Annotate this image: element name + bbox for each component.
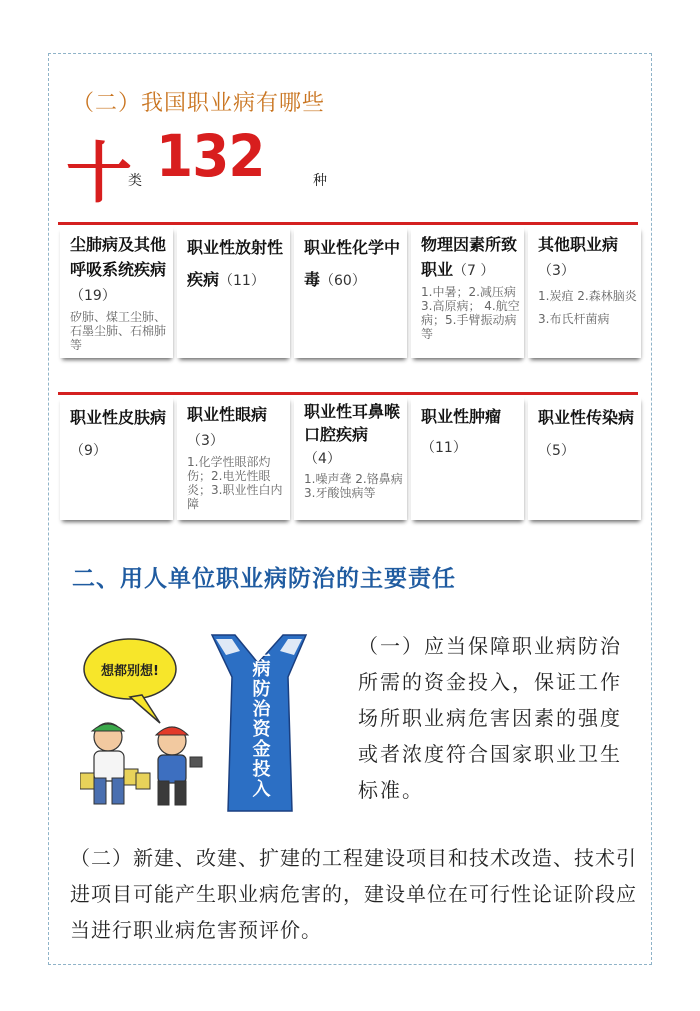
responsibility-paragraph-1: （一）应当保障职业病防治所需的资金投入，保证工作场所职业病危害因素的强度或者浓度符合国家职业卫生标准。	[358, 634, 622, 802]
illustration-svg	[80, 633, 345, 813]
category-card	[177, 226, 290, 358]
banner-shape	[212, 633, 306, 811]
category-card	[177, 396, 290, 520]
count-unit-kind: 种	[313, 173, 327, 189]
count-prefix: 十	[66, 135, 132, 212]
section-heading: （二）我国职业病有哪些	[72, 91, 326, 116]
category-card	[294, 396, 407, 520]
category-card	[60, 226, 173, 358]
category-title: 职业性传染病（5）	[538, 408, 635, 459]
worker-icon	[80, 723, 138, 804]
category-row-2	[58, 392, 638, 532]
big-count	[66, 122, 327, 212]
illustration	[80, 633, 345, 813]
worker-icon	[136, 727, 202, 805]
category-detail: 1.中暑；2.减压病 3.高原病； 4.航空病；5.手臂振动病等	[421, 285, 520, 341]
responsibility-heading: 二、用人单位职业病防治的主要责任	[72, 566, 456, 592]
responsibility-paragraph-2: （二）新建、改建、扩建的工程建设项目和技术改造、技术引进项目可能产生职业病危害的，建设单位在可行性论证阶段应当进行职业病危害预评价。	[70, 846, 637, 942]
category-card	[60, 396, 173, 520]
category-detail	[177, 297, 290, 302]
category-title: 职业性皮肤病（9）	[70, 408, 167, 459]
row-red-bar	[58, 222, 638, 225]
category-card	[528, 396, 641, 520]
category-title: 职业性放射性疾病（11）	[187, 238, 284, 289]
category-detail	[528, 467, 641, 472]
category-card	[294, 226, 407, 358]
category-card	[411, 226, 524, 358]
category-title: 其他职业病（3）	[538, 235, 619, 279]
speech-bubble-text: 想都别想!	[101, 664, 159, 679]
category-detail	[60, 467, 173, 472]
category-detail	[411, 463, 524, 468]
category-title: 职业性肿瘤（11）	[421, 407, 502, 456]
category-title: 职业性眼病（3）	[187, 405, 268, 449]
count-unit-category: 类	[128, 173, 142, 189]
category-row-1	[58, 222, 638, 362]
row-red-bar	[58, 392, 638, 395]
count-number: 132	[156, 122, 265, 190]
category-title: 尘肺病及其他呼吸系统疾病（19）	[70, 235, 167, 304]
category-card	[411, 396, 524, 520]
category-detail	[294, 297, 407, 302]
category-card	[528, 226, 641, 358]
category-title: 职业性化学中毒（60）	[304, 238, 401, 289]
category-detail: 1.化学性眼部灼伤；2.电光性眼炎；3.职业性白内障	[187, 455, 283, 511]
category-detail: 1.炭疽 2.森林脑炎 3.布氏杆菌病	[538, 289, 637, 326]
speech-bubble	[84, 639, 176, 723]
category-detail: 矽肺、煤工尘肺、石墨尘肺、石棉肺等	[70, 310, 167, 352]
category-title: 职业性耳鼻喉口腔疾病（4）	[304, 402, 401, 467]
category-title: 物理因素所致职业（7 ）	[421, 235, 518, 279]
banner-text: 职业病防治资金投入	[249, 633, 271, 799]
category-detail: 1.噪声聋 2.铬鼻病 3.牙酸蚀病等	[304, 472, 403, 500]
